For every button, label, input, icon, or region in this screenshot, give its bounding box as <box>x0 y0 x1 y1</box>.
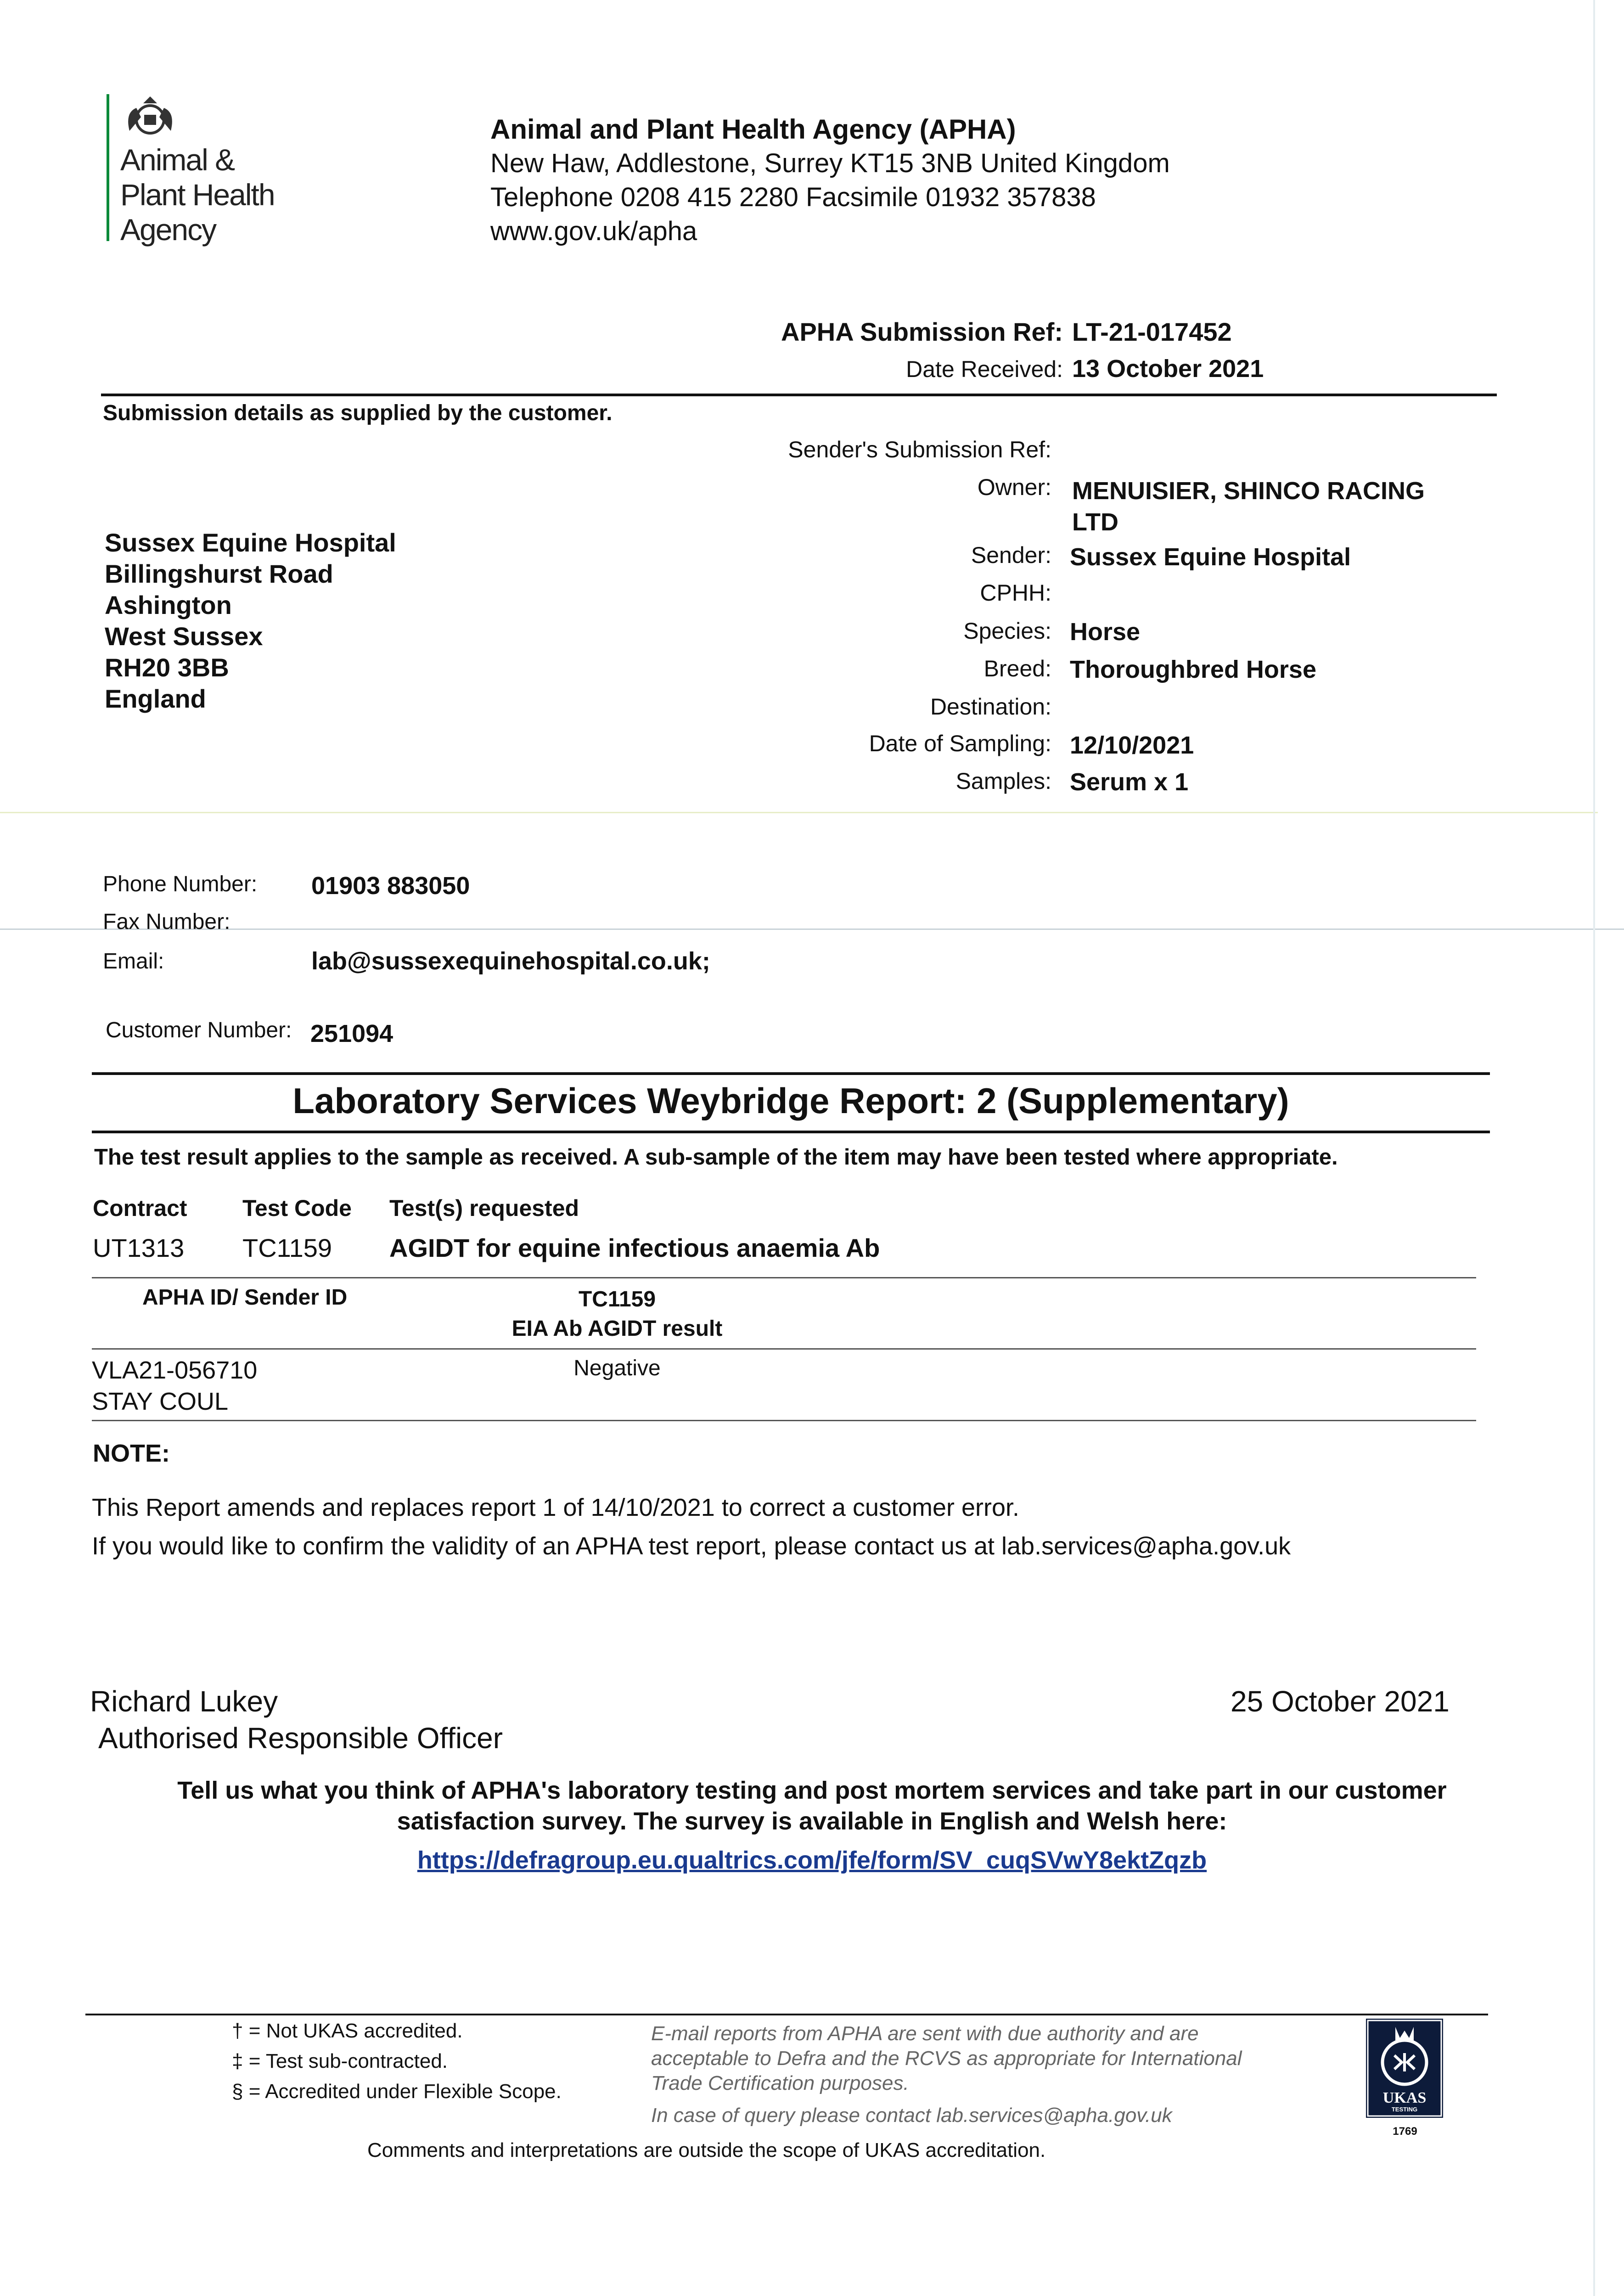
phone-value: 01903 883050 <box>311 872 470 900</box>
id-header: APHA ID/ Sender ID <box>142 1285 348 1310</box>
divider <box>92 1131 1490 1133</box>
address-line: Billingshurst Road <box>105 559 333 588</box>
senders-ref-label: Sender's Submission Ref: <box>788 437 1051 462</box>
owner-value-line: LTD <box>1072 508 1118 536</box>
footnote: ‡ = Test sub-contracted. <box>232 2050 448 2072</box>
scan-line <box>0 929 1624 930</box>
result-value: Negative <box>573 1356 661 1380</box>
date-received-value: 13 October 2021 <box>1072 355 1264 383</box>
agency-website: www.gov.uk/apha <box>490 216 697 246</box>
report-title: Laboratory Services Weybridge Report: 2 (Supplementary) <box>292 1080 1289 1121</box>
ukas-logo <box>1366 2019 1443 2118</box>
page-edge <box>1593 0 1595 2296</box>
survey-link[interactable]: https://defragroup.eu.qualtrics.com/jfe/form/SV_cuqSVwY8ektZqzb <box>417 1846 1207 1874</box>
sampling-label: Date of Sampling: <box>869 731 1051 756</box>
test-code-value: TC1159 <box>242 1233 332 1262</box>
owner-value <box>1072 475 1425 538</box>
note-heading: NOTE: <box>93 1440 170 1467</box>
agency-name: Animal and Plant Health Agency (APHA) <box>490 114 1016 145</box>
address-line: RH20 3BB <box>105 653 229 682</box>
signatory-title: Authorised Responsible Officer <box>98 1722 503 1755</box>
logo-line: Agency <box>120 213 216 247</box>
date-received-label: Date Received: <box>906 356 1063 382</box>
result-code-header: TC1159 <box>578 1287 656 1311</box>
survey-line-2: satisfaction survey. The survey is available in English and Welsh here: <box>397 1807 1227 1835</box>
sender-label: Sender: <box>971 542 1051 568</box>
result-desc-header: EIA Ab AGIDT result <box>511 1317 723 1341</box>
sender-value: Sussex Equine Hospital <box>1070 543 1351 571</box>
result-header <box>489 1285 746 1344</box>
apha-id: VLA21-056710 <box>92 1356 258 1384</box>
address-line: Sussex Equine Hospital <box>105 528 396 557</box>
sampling-value: 12/10/2021 <box>1070 732 1194 759</box>
fax-label: Fax Number: <box>103 910 230 934</box>
destination-label: Destination: <box>930 694 1051 720</box>
address-line: West Sussex <box>105 622 263 651</box>
owner-label: Owner: <box>977 474 1051 500</box>
cphh-label: CPHH: <box>980 580 1051 606</box>
note-line-1: This Report amends and replaces report 1 of 14/10/2021 to correct a customer error. <box>92 1494 1020 1521</box>
customer-address <box>105 527 396 715</box>
survey-line-1: Tell us what you think of APHA's laboratory testing and post mortem services and take part in our customer <box>177 1777 1447 1804</box>
email-label: Email: <box>103 949 164 974</box>
contract-header: Contract <box>93 1195 187 1221</box>
footnotes <box>232 2016 562 2107</box>
customer-heading: Submission details as supplied by the customer. <box>103 401 613 425</box>
footnote: § = Accredited under Flexible Scope. <box>232 2080 562 2103</box>
logo-line: Plant Health <box>120 178 275 212</box>
divider <box>92 1277 1476 1278</box>
agency-address: New Haw, Addlestone, Surrey KT15 3NB United Kingdom <box>490 148 1170 178</box>
species-value: Horse <box>1070 618 1141 646</box>
logo-text <box>120 142 275 247</box>
samples-label: Samples: <box>955 768 1051 794</box>
breed-label: Breed: <box>983 656 1051 681</box>
tests-header: Test(s) requested <box>389 1195 579 1221</box>
email-note-text: E-mail reports from APHA are sent with due authority and are acceptable to Defra and the RCVS as appropriate for International Trade Certification purposes. <box>651 2022 1242 2094</box>
divider <box>92 1072 1490 1075</box>
address-line: Ashington <box>105 591 232 619</box>
ukas-sub: TESTING <box>1391 2106 1418 2113</box>
divider <box>92 1420 1476 1421</box>
divider <box>92 1348 1476 1350</box>
logo-bar <box>107 94 109 241</box>
applies-statement: The test result applies to the sample as received. A sub-sample of the item may have been tested where appropriate. <box>94 1145 1338 1170</box>
submission-ref-value: LT-21-017452 <box>1072 317 1232 346</box>
ukas-text: UKAS <box>1382 2089 1427 2106</box>
samples-value: Serum x 1 <box>1070 768 1189 796</box>
query-note: In case of query please contact lab.services@apha.gov.uk <box>651 2104 1172 2127</box>
agency-phone: Telephone 0208 415 2280 Facsimile 01932 357838 <box>490 182 1096 212</box>
footnote: † = Not UKAS accredited. <box>232 2020 463 2042</box>
agency-header <box>490 113 1170 248</box>
species-label: Species: <box>963 618 1051 644</box>
breed-value: Thoroughbred Horse <box>1070 656 1316 683</box>
signature-date: 25 October 2021 <box>1231 1685 1450 1718</box>
email-value[interactable]: lab@sussexequinehospital.co.uk; <box>311 947 710 975</box>
scan-line <box>0 812 1598 813</box>
email-note <box>651 2021 1294 2128</box>
customer-number-label: Customer Number: <box>106 1018 292 1042</box>
submission-ref-label: APHA Submission Ref: <box>781 317 1063 346</box>
test-code-header: Test Code <box>242 1195 352 1221</box>
divider <box>101 394 1497 396</box>
royal-crest-icon <box>120 94 180 142</box>
logo-line: Animal & <box>120 143 235 177</box>
phone-label: Phone Number: <box>103 872 258 896</box>
sample-id <box>92 1355 257 1417</box>
signatory-name: Richard Lukey <box>90 1685 278 1718</box>
contract-value: UT1313 <box>93 1233 185 1262</box>
owner-value-line: MENUISIER, SHINCO RACING <box>1072 477 1425 505</box>
tests-value: AGIDT for equine infectious anaemia Ab <box>389 1233 880 1262</box>
scope-text: Comments and interpretations are outside the scope of UKAS accreditation. <box>367 2139 1046 2161</box>
divider <box>85 2014 1488 2015</box>
note-line-2: If you would like to confirm the validity of an APHA test report, please contact us at lab.services@apha.gov.uk <box>92 1532 1291 1560</box>
customer-number-value: 251094 <box>310 1020 393 1047</box>
sender-id: STAY COUL <box>92 1388 229 1415</box>
ukas-number: 1769 <box>1393 2125 1417 2138</box>
address-line: England <box>105 684 206 713</box>
